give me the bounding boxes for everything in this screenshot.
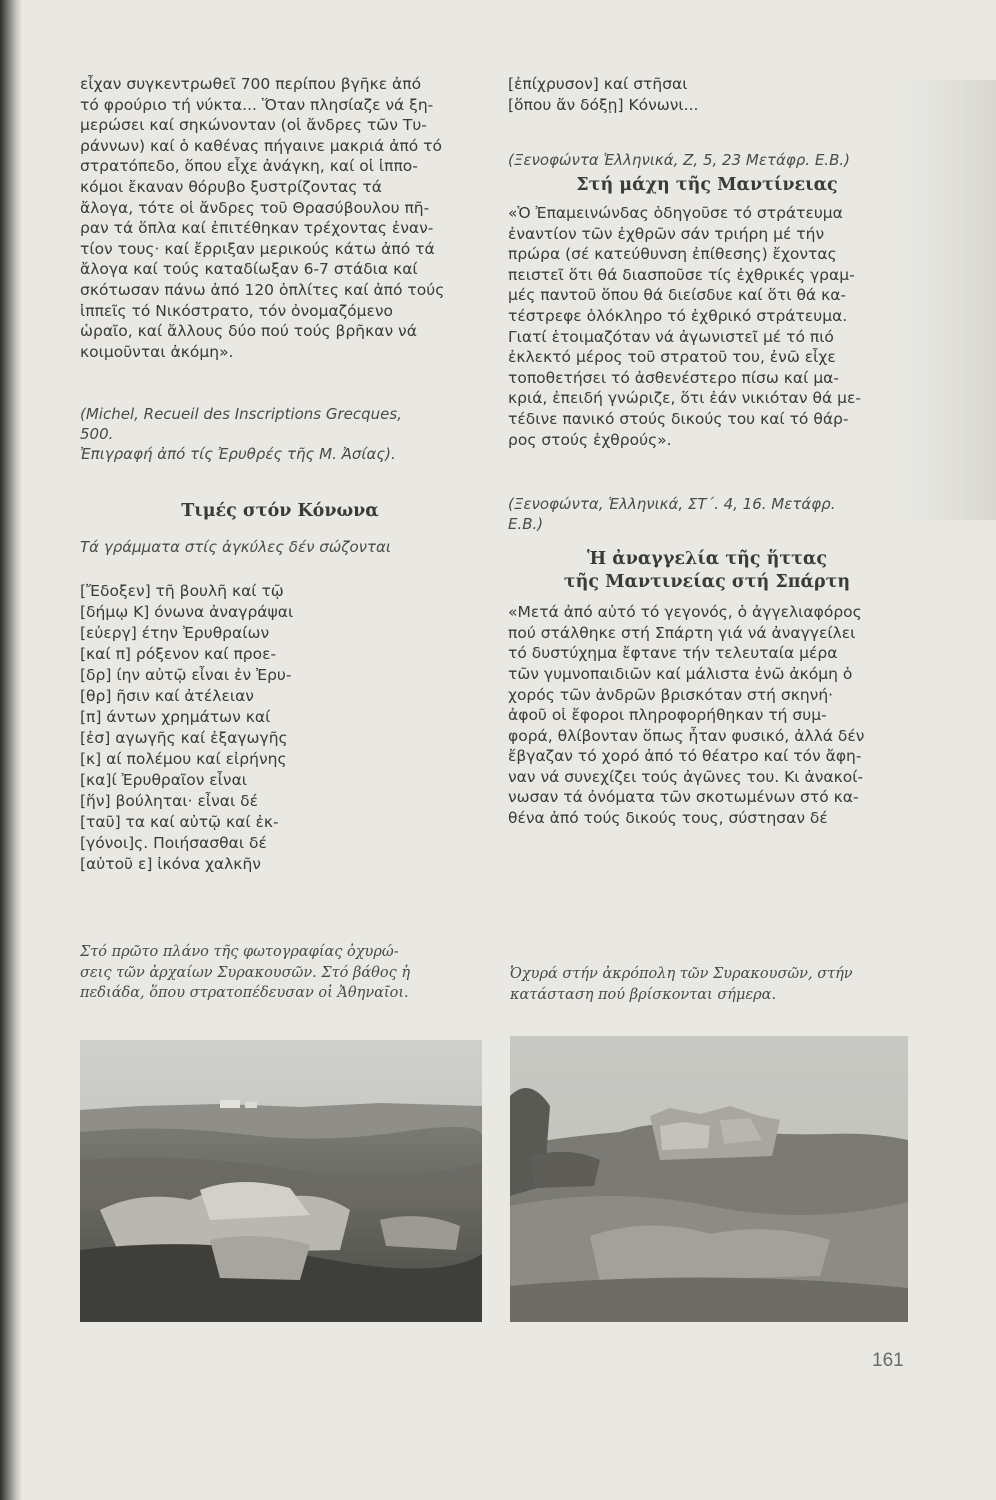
right-photo-caption: Ὀχυρά στήν ἀκρόπολη τῶν Συρακουσῶν, στήν κατάσταση πού βρίσκονται σήμερα.	[510, 966, 853, 1003]
section-heading-mantinea-battle: Στή μάχη τῆς Μαντίνειας	[576, 175, 838, 195]
section-heading-konon: Τιμές στόν Κόνωνα	[181, 501, 379, 522]
right-column	[508, 74, 906, 829]
bracket-note: Τά γράμματα στίς ἀγκύλες δέν σώζονται	[80, 538, 392, 557]
konon-inscription: [Ἔδοξεν] τῆ βουλῆ καί τῷ [δήμῳ Κ] όνωνα ἀναγράψαι [εὐεργ] έτην Ἐρυθραίων [καί π] ρόξενον καί προε- [δρ] ίην αὐτῷ εἶναι ἐν Ἐρυ- [θρ] ῆσιν καί ἀτέλειαν [π] άντων χρημάτων καί [ἐσ] αγωγῆς καί ἐξαγωγῆς [κ] αί πολέμου καί εἰρήνης [κα]ί Ἐρυθραῖον εἶναι [ἥν] βούληται· εἶναι δέ [ταῦ] τα καί αὐτῷ καί ἐκ- [γόνοι]ς. Ποιήσασθαι δέ [αὐτοῦ ε] ἰκόνα χαλκῆν	[80, 582, 294, 874]
binding-shadow	[0, 0, 22, 1500]
syracuse-acropolis-photo	[510, 1036, 908, 1322]
epaminondas-paragraph: «Ὁ Ἐπαμεινώνδας ὁδηγοῦσε τό στράτευμα ἐναντίον τῶν ἐχθρῶν σάν τριήρη μέ τήν πρώρα (σέ κατεύθυνση ἐπίθεσης) ἔχοντας πειστεῖ ὅτι θά διασποῦσε τίς ἐχθρικές γραμ- μές παντοῦ ὅπου θά διείσδυε καί ὅτι θά κα- τέστρεφε ὁλόκληρο τό ἐχθρικό στράτευμα. Γιατί ἑτοιμαζόταν νά ἀγωνιστεῖ μέ τό πιό ἐκλεκτό μέρος τοῦ στρατοῦ του, ἐνῶ εἶχε τοποθετήσει τό ἀσθενέστερο πίσω καί μα- κριά, ἐπειδή γνώριζε, ὅτι ἐάν νικιόταν θά με- τέδινε πανικό στούς δικούς του καί τό θάρ- ρος στούς ἐχθρούς».	[508, 204, 861, 449]
page-number: 161	[872, 1350, 904, 1371]
bleed-through	[906, 80, 996, 520]
left-photo-caption: Στό πρῶτο πλάνο τῆς φωτογραφίας ὀχυρώ- σεις τῶν ἀρχαίων Συρακουσῶν. Στό βάθος ἡ πεδιάδα, ὅπου στρατοπέδευσαν οἱ Ἀθηναῖοι.	[80, 944, 411, 1001]
thrasybulus-paragraph: εἶχαν συγκεντρωθεῖ 700 περίπου βγῆκε ἀπό τό φρούριο τή νύκτα... Ὅταν πλησίαζε νά ξη- μερώσει καί σηκώνονταν (οἱ ἄνδρες τῶν Τυ- ράννων) καί ὁ καθένας πήγαινε μακριά ἀπό τό στρατόπεδο, ὅπου εἶχε ἀνάγκη, καί οἱ ἱππο- κόμοι ἔκαναν θόρυβο ξυστρίζοντας τά ἄλογα, τότε οἱ ἄνδρες τοῦ Θρασύβουλου πῆ- ραν τά ὅπλα καί ἐπιτέθηκαν τρέχοντας ἐναν- τίον τους· καί ἔρριξαν μερικούς κάτω ἀπό τά ἄλογα καί τούς καταδίωξαν 6-7 στάδια καί σκότωσαν πάνω ἀπό 120 ὁπλίτες καί ἀπό τούς ἱππεῖς τό Νικόστρατο, τόν ὀνομαζόμενο ὡραῖο, καί ἄλλους δύο πού τούς βρῆκαν νά κοιμοῦνται ἀκόμη».	[80, 75, 445, 361]
source-citation-xenophon-1: (Ξενοφώντα Ἑλληνικά, Ζ, 5, 23 Μετάφρ. Ε.Β.)	[508, 151, 850, 169]
syracuse-plain-photo	[80, 1040, 482, 1322]
source-citation-michel: (Michel, Recueil des Inscriptions Grecques, 500. Ἐπιγραφή ἀπό τίς Ἐρυθρές τῆς Μ. Ἀσίας).	[80, 405, 402, 464]
sparta-messenger-paragraph: «Μετά ἀπό αὐτό τό γεγονός, ὁ ἀγγελιαφόρος πού στάλθηκε στή Σπάρτη γιά νά ἀναγγείλει τό δυστύχημα ἔφτανε τήν τελευταία μέρα τῶν γυμνοπαιδιῶν καί μάλιστα ἐνῶ ἀκόμη ὁ χορός τῶν ἀνδρῶν βρισκόταν στή σκηνή· ἀφοῦ οἱ ἔφοροι πληροφορήθηκαν τή συμ- φορά, θλίβονταν ὅπως ἦταν φυσικό, ἀλλά δέν ἔβγαζαν τό χορό ἀπό τό θέατρο καί τόν ἄφη- ναν νά συνεχίζει τούς ἀγῶνες του. Κι ἀνακοί- νωσαν τά ὀνόματα τῶν σκοτωμένων στό κα- θένα ἀπό τούς δικούς τους, σύστησαν δέ	[508, 603, 865, 828]
section-heading-defeat-announcement: Ἡ ἀναγγελία τῆς ἥττας τῆς Μαντινείας στή Σπάρτη	[563, 549, 851, 593]
left-column	[80, 74, 480, 875]
inscription-continuation: [ἐπίχρυσον] καί στῆσαι [ὅπου ἄν δόξῃ] Κόνωνι...	[508, 75, 699, 114]
source-citation-xenophon-2: (Ξενοφώντα, Ἑλληνικά, ΣΤ΄. 4, 16. Μετάφρ. Ε.Β.)	[508, 495, 836, 534]
